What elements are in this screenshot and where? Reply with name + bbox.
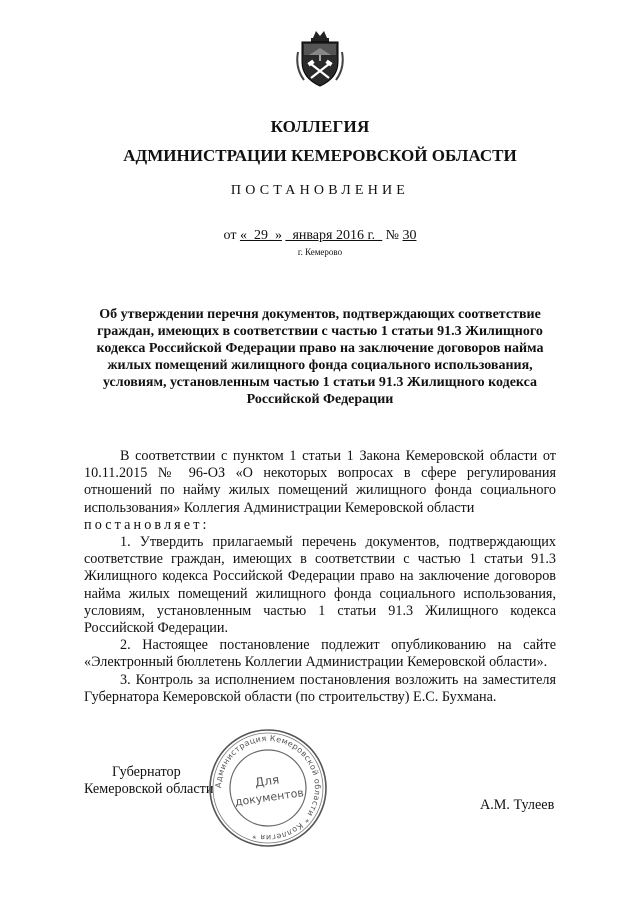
document-title: Об утверждении перечня документов, подтверждающих соответствие граждан, имеющих в соответствии с частью 1 статьи 91.3 Жилищного кодекса Российской Федерации право на заключение договоров найма жилых помещений жилищного фонда социального использования, условиям, установленным частью 1 статьи 91.3 Жилищного кодекса Российской Федерации: [96, 307, 544, 407]
city-label: г. Кемерово: [297, 247, 343, 257]
signer-position-line2: Кемеровской области: [84, 781, 214, 797]
list-item: 1. Утвердить прилагаемый перечень документов, подтверждающих соответствие граждан, имеющих в соответствии с частью 1 статьи 91.3 Жилищного кодекса Российской Федерации право на заключение договоров найма жилых помещений жилищного фонда социального использования, условиям, установленным частью 1 статьи 91.3 Жилищного кодекса Российской Федерации.: [84, 534, 556, 637]
document-number: 30: [402, 228, 417, 243]
date-number-line: [0, 228, 640, 244]
official-stamp: [207, 727, 329, 849]
list-item: 3. Контроль за исполнением постановления возложить на заместителя Губернатора Кемеровской области (по строительству) Е.С. Бухмана.: [84, 671, 556, 705]
signer-name: А.М. Тулеев: [480, 797, 555, 813]
org-name-line1: КОЛЛЕГИЯ: [270, 117, 370, 136]
kemerovo-coat-of-arms-icon: [296, 28, 344, 90]
preamble-paragraph: В соответствии с пунктом 1 статьи 1 Закона Кемеровской области от 10.11.2015 № 96-ОЗ «О некоторых вопросах в сфере регулирования отношений по найму жилых помещений жилищного фонда социального использования» Коллегия Администрации Кемеровской области: [84, 448, 556, 516]
resolves-line: постановляет:: [84, 516, 210, 533]
date-prefix: от: [223, 228, 240, 243]
document-type: ПОСТАНОВЛЕНИЕ: [230, 183, 410, 198]
org-name-line2: АДМИНИСТРАЦИИ КЕМЕРОВСКОЙ ОБЛАСТИ: [123, 146, 517, 165]
signer-position-line1: Губернатор: [112, 764, 181, 780]
stamp-center-line1: Для: [254, 772, 281, 790]
list-item: 2. Настоящее постановление подлежит опубликованию на сайте «Электронный бюллетень Коллегии Администрации Кемеровской области».: [84, 637, 556, 671]
document-body: [84, 448, 556, 706]
date-day: «_29_»: [239, 228, 282, 243]
stamp-center-line2: документов: [234, 786, 305, 809]
stamp-ring-text: Администрация Кемеровской области * Коллегия *: [213, 733, 323, 843]
date-month-year: _января 2016 г._: [285, 228, 383, 243]
number-sign: №: [385, 228, 399, 243]
